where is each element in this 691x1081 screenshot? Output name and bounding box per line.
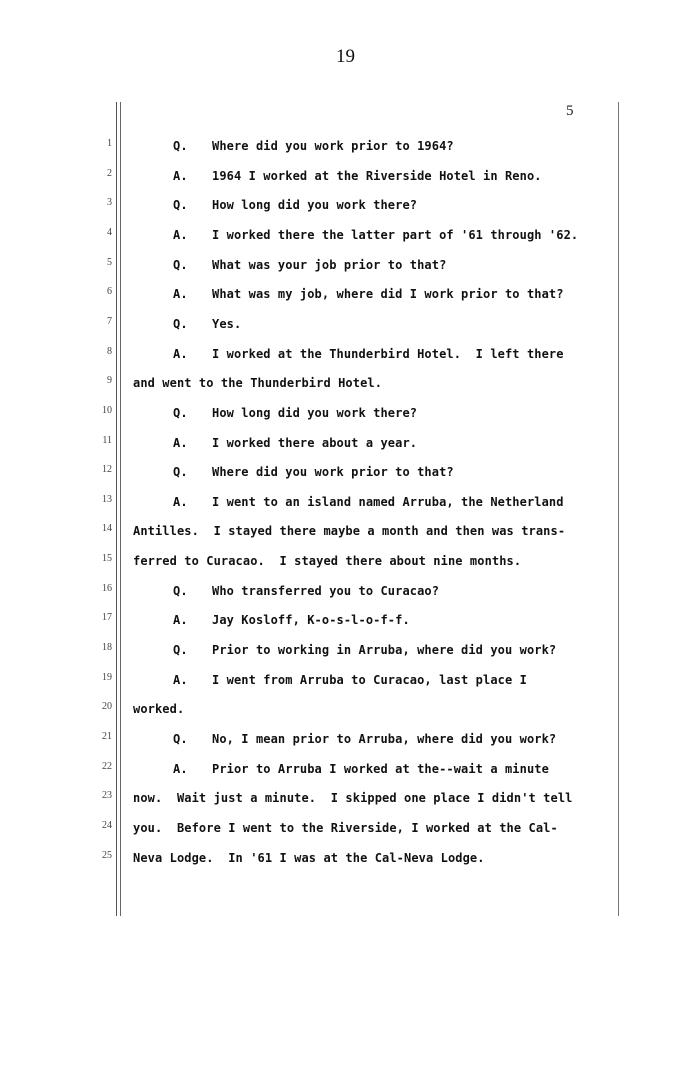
speaker-label: Q. <box>173 139 188 153</box>
speech-text: I worked there the latter part of '61 through '62. <box>212 227 579 242</box>
line-number: 3 <box>107 197 112 209</box>
continuation-text: Neva Lodge. In '61 I was at the Cal-Neva Lodge. <box>133 850 485 865</box>
line-number: 5 <box>107 256 112 268</box>
speech-text: Yes. <box>212 316 242 331</box>
continuation-text: worked. <box>133 702 185 717</box>
continuation-text: Antilles. I stayed there maybe a month and then was trans- <box>133 524 566 539</box>
speech-text: No, I mean prior to Arruba, where did you work? <box>212 732 557 746</box>
speaker-label: A. <box>173 227 188 242</box>
line-number: 13 <box>102 493 112 505</box>
speech-text: I went from Arruba to Curacao, last place I <box>212 672 527 687</box>
line-number: 25 <box>102 849 112 861</box>
speech-text: Where did you work prior to that? <box>212 465 454 480</box>
speech-text: Jay Kosloff, K-o-s-l-o-f-f. <box>212 613 410 628</box>
speaker-label: Q. <box>173 643 188 658</box>
line-number: 15 <box>102 553 112 565</box>
line-number: 23 <box>102 790 112 802</box>
speaker-label: Q. <box>173 198 188 213</box>
speech-text: What was your job prior to that? <box>212 257 447 272</box>
speaker-label: Q. <box>173 732 188 746</box>
line-number: 2 <box>107 167 112 179</box>
speech-text: How long did you work there? <box>212 198 418 213</box>
line-number: 24 <box>102 819 112 831</box>
speaker-label: A. <box>173 672 188 687</box>
right-margin-rule <box>618 102 619 916</box>
speaker-label: A. <box>173 613 188 628</box>
line-number: 1 <box>107 138 112 149</box>
left-margin-rule <box>116 102 121 916</box>
line-number: 7 <box>107 315 112 327</box>
speaker-label: Q. <box>173 465 188 480</box>
continuation-text: now. Wait just a minute. I skipped one place I didn't tell <box>133 791 573 806</box>
line-number: 8 <box>107 345 112 357</box>
continuation-text: ferred to Curacao. I stayed there about nine months. <box>133 554 522 569</box>
continuation-text: and went to the Thunderbird Hotel. <box>133 376 383 391</box>
speaker-label: A. <box>173 168 188 183</box>
speech-text: Prior to Arruba I worked at the--wait a minute <box>212 761 549 776</box>
speech-text: What was my job, where did I work prior to that? <box>212 287 564 302</box>
line-number: 20 <box>102 701 112 713</box>
speech-text: I worked at the Thunderbird Hotel. I left there <box>212 346 564 361</box>
line-number: 17 <box>102 612 112 624</box>
speaker-label: A. <box>173 761 188 776</box>
line-number: 21 <box>102 731 112 742</box>
line-number: 14 <box>102 523 112 535</box>
line-number: 19 <box>102 671 112 683</box>
speaker-label: Q. <box>173 316 188 331</box>
continuation-text: you. Before I went to the Riverside, I worked at the Cal- <box>133 820 558 835</box>
line-number: 4 <box>107 226 112 238</box>
line-number: 9 <box>107 375 112 387</box>
speech-text: 1964 I worked at the Riverside Hotel in Reno. <box>212 168 542 183</box>
speech-text: Who transferred you to Curacao? <box>212 583 440 598</box>
line-number: 10 <box>102 404 112 416</box>
speaker-label: Q. <box>173 405 188 420</box>
line-number: 12 <box>102 464 112 476</box>
line-number: 18 <box>102 642 112 654</box>
speech-text: Prior to working in Arruba, where did you work? <box>212 643 557 658</box>
speaker-label: A. <box>173 494 188 509</box>
line-number: 16 <box>102 582 112 594</box>
speaker-label: A. <box>173 287 188 302</box>
transcript-page-number: 5 <box>566 103 574 119</box>
speech-text: I worked there about a year. <box>212 435 418 450</box>
line-number: 6 <box>107 286 112 298</box>
speech-text: I went to an island named Arruba, the Netherland <box>212 494 564 509</box>
line-number: 11 <box>102 434 112 446</box>
speaker-label: A. <box>173 435 188 450</box>
page-number: 19 <box>336 46 355 67</box>
speaker-label: Q. <box>173 583 188 598</box>
speech-text: How long did you work there? <box>212 405 418 420</box>
speaker-label: Q. <box>173 257 188 272</box>
speech-text: Where did you work prior to 1964? <box>212 139 454 153</box>
line-number: 22 <box>102 760 112 772</box>
speaker-label: A. <box>173 346 188 361</box>
